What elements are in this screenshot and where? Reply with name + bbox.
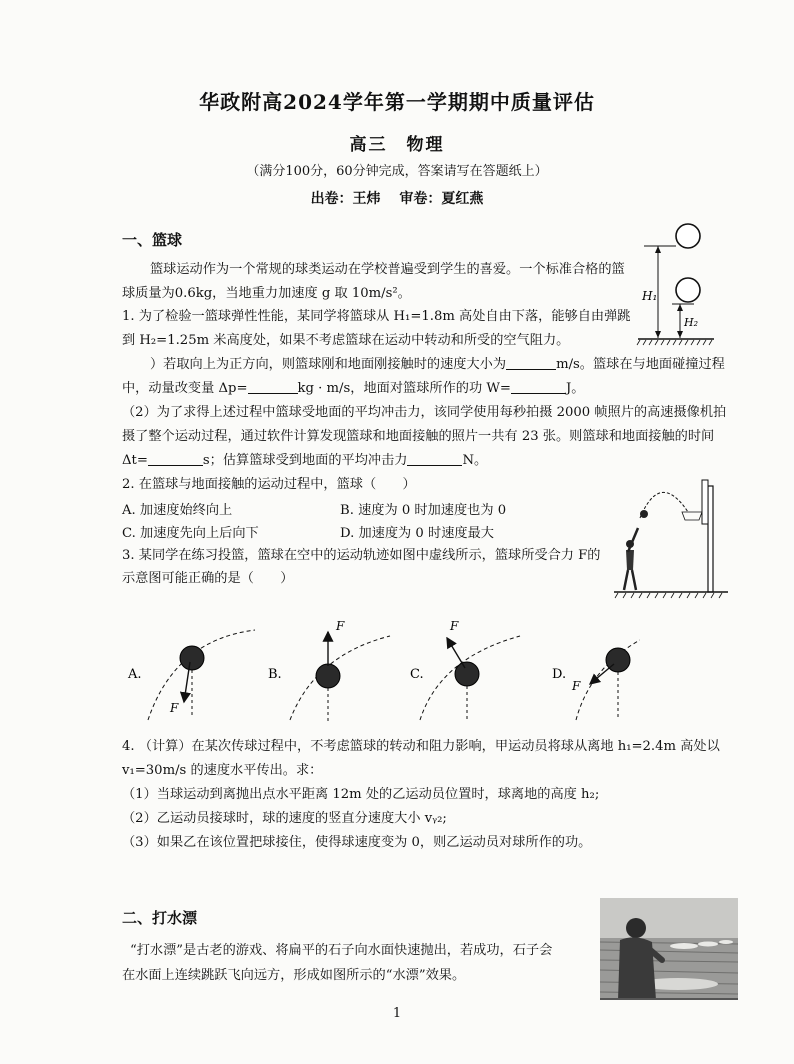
q1-line-2: 到 H₂=1.25m 米高度处，如果不考虑篮球在运动中转动和所受的空气阻力。 (122, 333, 570, 348)
force-label-c: F (450, 619, 459, 633)
force-label-d: F (572, 679, 581, 693)
q2-option-a[interactable]: A. 加速度始终向上 (122, 503, 233, 518)
section-2-line-1: “打水漂”是古老的游戏、将扁平的石子向水面快速抛出，若成功，石子会 (130, 943, 553, 958)
q1-part2-line-3 (122, 451, 487, 471)
intro-line-2: 球质量为0.6kg，当地重力加速度 g 取 10m/s²。 (122, 286, 411, 301)
force-options-figure (120, 600, 640, 730)
option-b-diagram[interactable] (268, 619, 390, 722)
q1-part1-line-2 (122, 379, 584, 399)
q1-part2-line-1: （2）为了求得上述过程中篮球受地面的平均冲击力，该同学使用每秒拍摄 2000 帧照片的高速摄像机拍 (122, 405, 727, 420)
q4-part2: （2）乙运动员接球时，球的速度的竖直分速度大小 vᵧ₂; (122, 811, 447, 826)
q1-part2-text-c: Δt= (122, 453, 148, 468)
q1-part1-text-a: ）若取向上为正方向，则篮球刚和地面刚接触时的速度大小为 (150, 357, 507, 372)
q2-option-d[interactable]: D. 加速度为 0 时速度最大 (340, 526, 494, 541)
answer-blank-momentum[interactable] (248, 379, 298, 394)
q3-line-1: 3. 某同学在练习投篮，篮球在空中的运动轨迹如图中虚线所示，篮球所受合力 F的 (122, 548, 601, 563)
answer-blank-velocity[interactable] (506, 355, 556, 370)
exam-title: 华政附高2024学年第一学期期中质量评估 (199, 90, 595, 114)
section-2-line-2: 在水面上连续跳跃飞向远方，形成如图所示的“水漂”效果。 (122, 968, 466, 983)
answer-blank-force[interactable] (407, 451, 462, 466)
option-a-label: A. (128, 667, 142, 682)
force-label-a: F (170, 701, 179, 715)
q1-part1-line-1 (150, 355, 725, 375)
option-a-diagram[interactable] (127, 630, 255, 720)
q2-stem: 2. 在篮球与地面接触的运动过程中，篮球（ ） (122, 477, 416, 492)
answer-blank-time[interactable] (148, 451, 203, 466)
answer-blank-work[interactable] (511, 379, 566, 394)
q1-part1-text-d: kg · m/s，地面对篮球所作的功 W= (297, 381, 511, 396)
q1-part1-text-e: J。 (565, 381, 585, 396)
q4-part3: （3）如果乙在该位置把球接住，使得球速度变为 0，则乙运动员对球所作的功。 (122, 835, 592, 850)
q4-line-1: 4. （计算）在某次传球过程中，不考虑篮球的转动和阻力影响，甲运动员将球从离地 h₁=2.4m 高处以 (122, 739, 720, 754)
shot-figure (610, 478, 730, 604)
q3-line-2: 示意图可能正确的是（ ） (122, 571, 294, 586)
q1-part1-text-c: 中，动量改变量 Δp= (122, 381, 248, 396)
label-h2: H₂ (684, 316, 699, 329)
q1-line-1: 1. 为了检验一篮球弹性性能，某同学将篮球从 H₁=1.8m 高处自由下落，能够自由弹跳 (122, 309, 631, 324)
bounce-figure (636, 218, 716, 350)
q1-part1-text-b: m/s。篮球在与地面碰撞过程 (556, 357, 725, 372)
q2-option-b[interactable]: B. 速度为 0 时加速度也为 0 (340, 503, 507, 518)
intro-line-1: 篮球运动作为一个常规的球类运动在学校普遍受到学生的喜爱。一个标准合格的篮 (150, 262, 625, 277)
option-c-label: C. (410, 667, 424, 682)
q1-part2-line-2: 摄了整个运动过程，通过软件计算发现篮球和地面接触的照片一共有 23 张。则篮球和地面接触的时间 (122, 429, 715, 444)
label-h1: H₁ (642, 289, 658, 303)
force-label-b: F (336, 619, 345, 633)
exam-subtitle: 高三 物理 (349, 135, 445, 155)
q2-option-c[interactable]: C. 加速度先向上后向下 (122, 526, 259, 541)
stone-skipping-photo (600, 898, 738, 1000)
option-b-label: B. (268, 667, 282, 682)
ball-in-air (640, 510, 648, 518)
option-d-label: D. (552, 667, 567, 682)
section-2-heading: 二、打水漂 (122, 909, 198, 927)
exam-note: （满分100分，60分钟完成，答案请写在答题纸上） (246, 164, 548, 179)
q1-part2-text-d: s；估算篮球受到地面的平均冲击力 (202, 453, 408, 468)
exam-authors: 出卷：王炜 审卷：夏红燕 (310, 191, 484, 207)
option-d-diagram[interactable] (552, 640, 640, 720)
q4-part1: （1）当球运动到离抛出点水平距离 12m 处的乙运动员位置时，球离地的高度 h₂; (122, 787, 600, 802)
page-number: 1 (392, 1006, 402, 1021)
section-1-heading: 一、篮球 (122, 231, 183, 249)
q4-line-2: v₁=30m/s 的速度水平传出。求： (122, 763, 323, 778)
ball-top (676, 224, 700, 248)
option-c-diagram[interactable] (410, 619, 520, 722)
q1-part2-text-e: N。 (462, 453, 488, 468)
ball-bounced (676, 278, 700, 302)
